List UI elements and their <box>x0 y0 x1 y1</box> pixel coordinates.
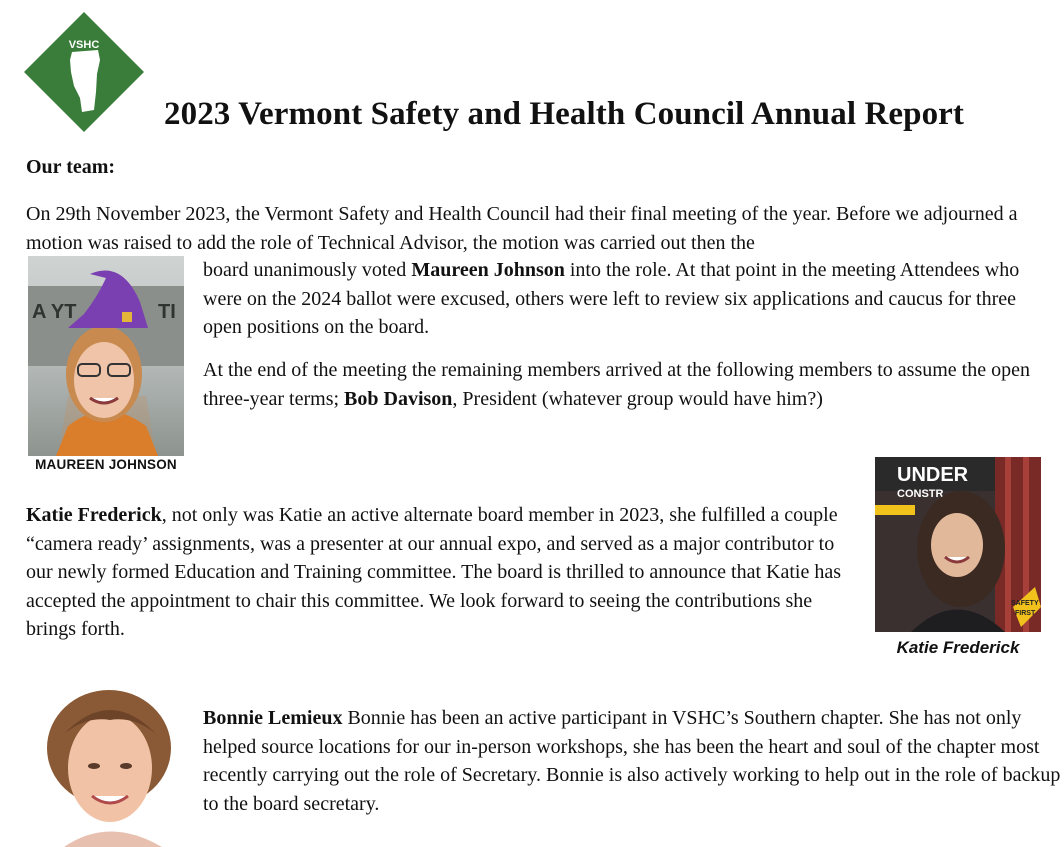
bonnie-photo <box>34 686 184 847</box>
section-heading: Our team: <box>26 156 116 178</box>
logo-text: VSHC <box>68 39 100 51</box>
intro-paragraph-continued: board unanimously voted Maureen Johnson into the role. At that point in the meeting Attendees who were on the 2024 ballot were excused, others were left to review six applications and caucus for three open positions on the board. <box>203 259 1020 338</box>
vshc-logo <box>24 12 144 132</box>
katie-paragraph: Katie Frederick, not only was Katie an active alternate board member in 2023, she fulfilled a couple “camera ready’ assignments, was a presenter at our annual expo, and served as a major contributor to our newly formed Education and Training committee. The board is thrilled to announce that Katie has accepted the appointment to chair this committee. We look forward to seeing the contributions she brings forth. <box>26 504 841 640</box>
svg-text:SAFETY: SAFETY <box>1011 600 1039 607</box>
report-title: 2023 Vermont Safety and Health Council Annual Report <box>164 96 965 132</box>
svg-text:FIRST: FIRST <box>1015 610 1036 617</box>
maureen-photo <box>28 256 184 456</box>
svg-text:TI: TI <box>158 301 176 323</box>
svg-text:CONSTR: CONSTR <box>897 488 944 500</box>
svg-text:UNDER: UNDER <box>897 464 969 486</box>
terms-paragraph: At the end of the meeting the remaining members arrived at the following members to assume the open three-year terms; Bob Davison, President (whatever group would have him?) <box>203 359 1030 410</box>
intro-paragraph-top: On 29th November 2023, the Vermont Safety and Health Council had their final meeting of the year. Before we adjourned a motion was raised to add the role of Technical Advisor, the motion was carried out then the <box>26 203 1018 254</box>
svg-text:A YT: A YT <box>32 301 77 323</box>
bonnie-name: Bonnie Lemieux <box>203 707 343 729</box>
bob-name: Bob Davison <box>344 387 453 410</box>
katie-caption: Katie Frederick <box>896 638 1020 657</box>
katie-name: Katie Frederick <box>26 504 162 526</box>
maureen-caption: MAUREEN JOHNSON <box>35 457 177 472</box>
maureen-name: Maureen Johnson <box>411 259 565 281</box>
katie-photo <box>875 457 1041 632</box>
bonnie-paragraph: Bonnie Lemieux Bonnie has been an active participant in VSHC’s Southern chapter. She has not only helped source locations for our in-person workshops, she has been the heart and soul of the chapter most recently carrying out the role of Secretary. Bonnie is also actively working to help out in the role of backup to the board secretary. <box>203 707 1061 815</box>
